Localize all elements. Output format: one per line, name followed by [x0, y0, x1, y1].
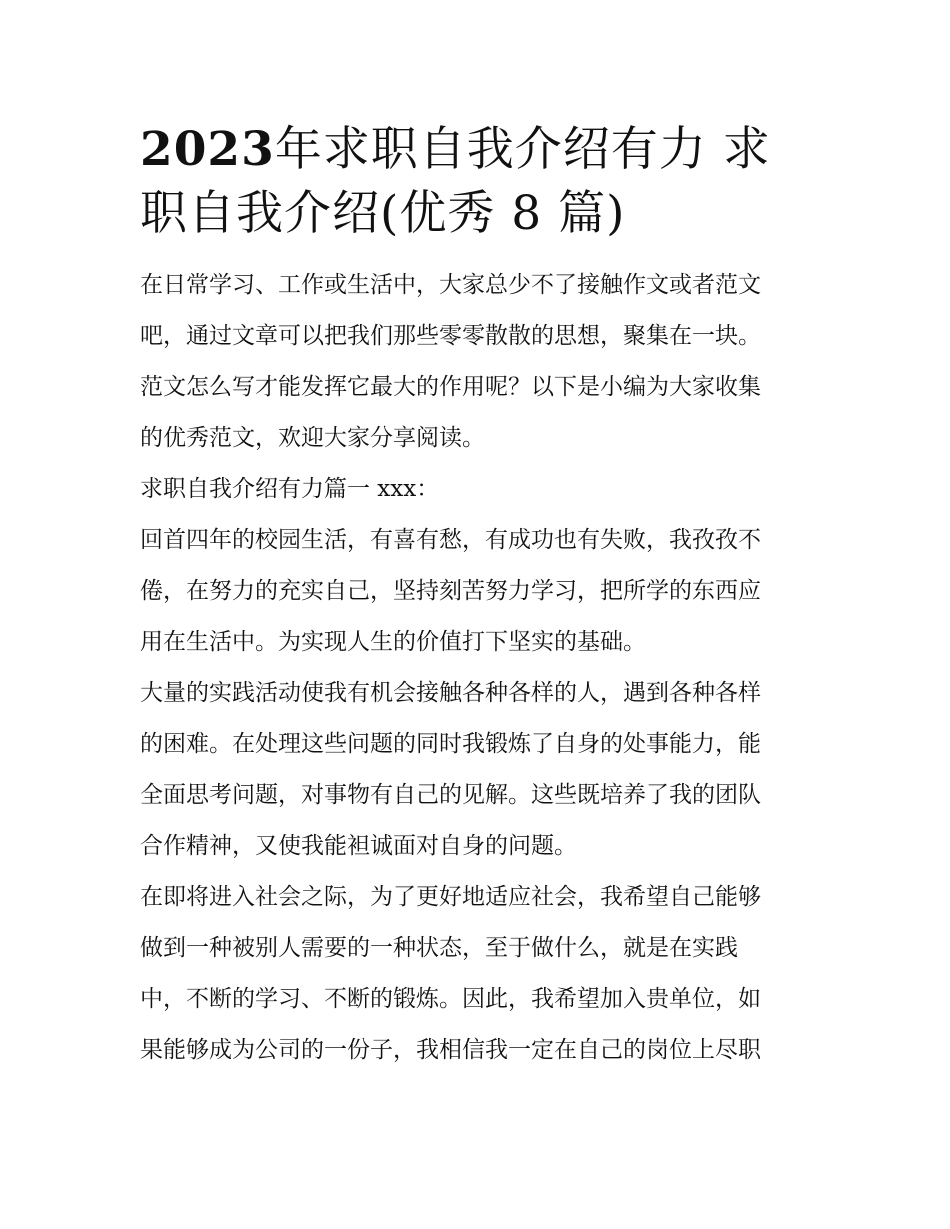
text-line: 全面思考问题，对事物有自己的见解。这些既培养了我的团队 — [140, 782, 761, 808]
section-heading — [140, 464, 812, 515]
intro-paragraph — [140, 260, 812, 464]
title-text: 职自我介绍(优秀 8 篇) — [140, 186, 626, 241]
body-paragraph — [140, 668, 812, 872]
text-line: 做到一种被别人需要的一种状态，至于做什么，就是在实践 — [140, 935, 738, 961]
text-line: 中，不断的学习、不断的锻炼。因此，我希望加入贵单位，如 — [140, 986, 761, 1012]
text-line: 的优秀范文，欢迎大家分享阅读。 — [140, 425, 485, 451]
page-title — [140, 118, 812, 246]
text-line: 果能够成为公司的一份子，我相信我一定在自己的岗位上尽职 — [140, 1037, 761, 1063]
body-paragraph — [140, 515, 812, 668]
title-text: 年求职自我介绍有力 求 — [274, 122, 771, 177]
title-line — [140, 182, 812, 246]
text-line: 范文怎么写才能发挥它最大的作用呢？以下是小编为大家收集 — [140, 374, 761, 400]
text-line: 在日常学习、工作或生活中，大家总少不了接触作文或者范文 — [140, 272, 761, 298]
document-body — [140, 118, 812, 1076]
text-line: 用在生活中。为实现人生的价值打下坚实的基础。 — [140, 629, 646, 655]
body-paragraph — [140, 872, 812, 1076]
text-line: 回首四年的校园生活，有喜有愁，有成功也有失败，我孜孜不 — [140, 527, 761, 553]
title-line — [140, 118, 812, 182]
text-line: 吧，通过文章可以把我们那些零零散散的思想，聚集在一块。 — [140, 323, 761, 349]
text-line: 倦，在努力的充实自己，坚持刻苦努力学习，把所学的东西应 — [140, 578, 761, 604]
title-year: 2023 — [140, 122, 275, 177]
text-line: 的困难。在处理这些问题的同时我锻炼了自身的处事能力，能 — [140, 731, 761, 757]
text-line: 合作精神，又使我能袒诚面对自身的问题。 — [140, 833, 577, 859]
text-line: 求职自我介绍有力篇一 xxx： — [140, 476, 440, 502]
text-line: 大量的实践活动使我有机会接触各种各样的人，遇到各种各样 — [140, 680, 761, 706]
text-line: 在即将进入社会之际，为了更好地适应社会，我希望自己能够 — [140, 884, 761, 910]
